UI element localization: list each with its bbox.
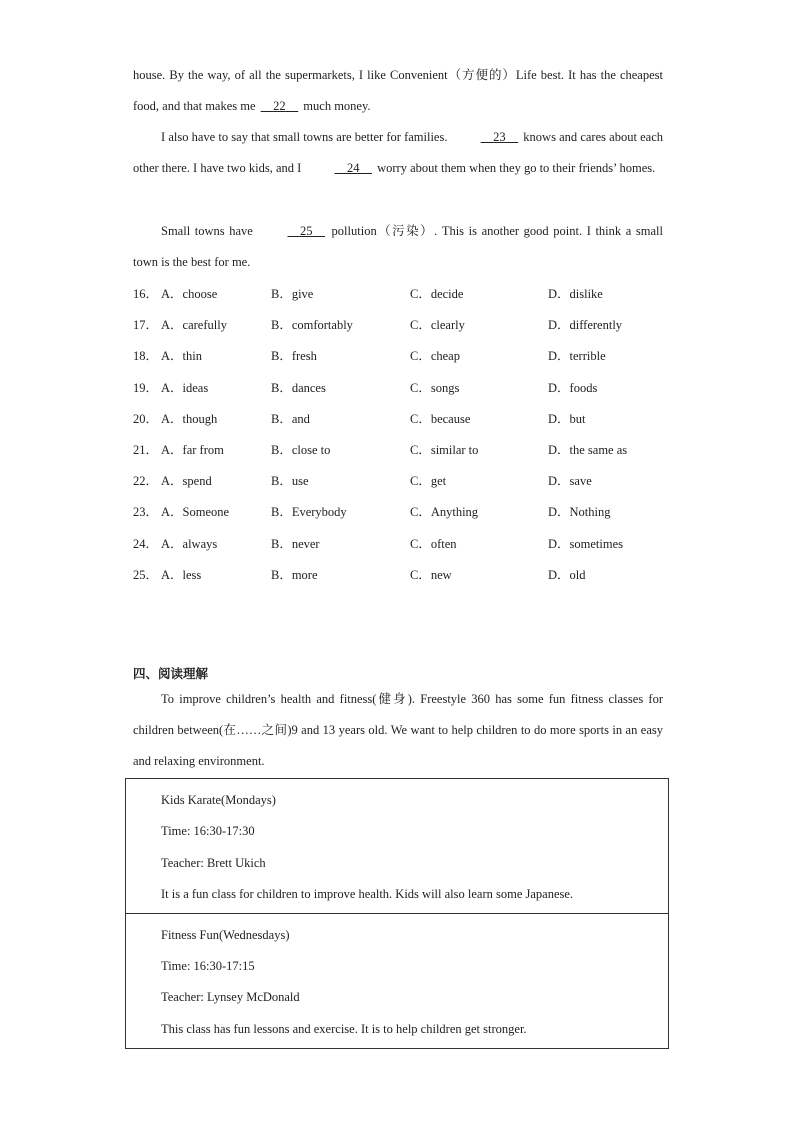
passage-text: house. By the way, of all the supermarkets, I like Convenient（方便的）Life best. It has the cheapest food, and that makes me <box>133 68 663 113</box>
option-d: D．sometimes <box>548 537 623 551</box>
class-teacher: Teacher: Lynsey McDonald <box>161 990 300 1004</box>
question-number: 19． <box>133 381 159 395</box>
option-c: C．because <box>410 412 471 426</box>
class-time: Time: 16:30-17:15 <box>161 959 255 973</box>
section-heading: 四、阅读理解 <box>133 666 209 681</box>
option-a: A．always <box>161 537 218 551</box>
option-d: D．the same as <box>548 443 628 457</box>
option-b: B．Everybody <box>271 505 347 519</box>
question-number: 22． <box>133 474 159 488</box>
option-c: C．songs <box>410 381 460 395</box>
blank-24: 24 <box>346 161 360 175</box>
option-c: C．decide <box>410 287 464 301</box>
option-d: D．but <box>548 412 586 426</box>
class-name: Kids Karate(Mondays) <box>161 793 276 807</box>
question-row <box>133 502 693 522</box>
option-d: D．differently <box>548 318 623 332</box>
class-time: Time: 16:30-17:30 <box>161 824 255 838</box>
question-number: 20． <box>133 412 159 426</box>
question-row <box>133 378 693 398</box>
question-row <box>133 346 693 366</box>
option-b: B．give <box>271 287 314 301</box>
class-info-box <box>125 913 669 1049</box>
class-info-box <box>125 778 669 914</box>
option-c: C．often <box>410 537 457 551</box>
option-a: A．carefully <box>161 318 227 332</box>
option-d: D．Nothing <box>548 505 611 519</box>
passage-text: knows and cares about each other there. I have two kids, and I <box>133 130 663 175</box>
option-a: A．less <box>161 568 202 582</box>
option-d: D．foods <box>548 381 598 395</box>
option-b: B．dances <box>271 381 326 395</box>
blank-23: 23 <box>493 130 506 144</box>
option-a: A．spend <box>161 474 212 488</box>
option-a: A．choose <box>161 287 218 301</box>
class-name: Fitness Fun(Wednesdays) <box>161 928 290 942</box>
option-c: C．similar to <box>410 443 479 457</box>
question-number: 17． <box>133 318 159 332</box>
option-a: A．far from <box>161 443 224 457</box>
question-row <box>133 471 693 491</box>
blank-25: 25 <box>299 224 313 238</box>
question-row <box>133 440 693 460</box>
question-row <box>133 409 693 429</box>
question-number: 16． <box>133 287 159 301</box>
passage-text: worry about them when they go to their friends’ homes. <box>373 161 656 175</box>
option-d: D．save <box>548 474 592 488</box>
option-b: B．never <box>271 537 320 551</box>
option-a: A．though <box>161 412 218 426</box>
question-number: 21． <box>133 443 159 457</box>
reading-intro: To improve children’s health and fitness(健身). Freestyle 360 has some fun fitness classes for children between(在……之间)9 and 13 years old. We want to help children to do more sports in an easy and relaxing environment. <box>133 692 663 768</box>
passage-text: pollution（污染）. This is another good point. I think a small town is the best for me. <box>133 224 663 269</box>
option-a: A．Someone <box>161 505 230 519</box>
blank-22: 22 <box>273 99 286 113</box>
question-row <box>133 315 693 335</box>
question-number: 18． <box>133 349 159 363</box>
option-a: A．thin <box>161 349 202 363</box>
question-number: 24． <box>133 537 159 551</box>
option-b: B．and <box>271 412 310 426</box>
option-d: D．old <box>548 568 586 582</box>
class-description: It is a fun class for children to improve health. Kids will also learn some Japanese. <box>161 887 574 901</box>
option-c: C．clearly <box>410 318 465 332</box>
option-c: C．get <box>410 474 447 488</box>
class-teacher: Teacher: Brett Ukich <box>161 856 266 870</box>
class-description: This class has fun lessons and exercise. It is to help children get stronger. <box>161 1022 527 1036</box>
passage-text: I also have to say that small towns are better for families. <box>161 130 451 144</box>
question-number: 25． <box>133 568 159 582</box>
question-row <box>133 284 693 304</box>
question-row <box>133 534 693 554</box>
option-b: B．comfortably <box>271 318 353 332</box>
passage-paragraph-1 <box>133 60 663 122</box>
passage-paragraph-2 <box>133 122 663 184</box>
option-c: C．Anything <box>410 505 479 519</box>
passage-text: much money. <box>300 99 371 113</box>
question-row <box>133 565 693 585</box>
option-d: D．dislike <box>548 287 603 301</box>
option-b: B．use <box>271 474 309 488</box>
option-c: C．cheap <box>410 349 460 363</box>
question-number: 23． <box>133 505 159 519</box>
option-c: C．new <box>410 568 452 582</box>
option-b: B．fresh <box>271 349 317 363</box>
option-a: A．ideas <box>161 381 209 395</box>
option-b: B．more <box>271 568 318 582</box>
passage-paragraph-3 <box>133 216 663 278</box>
option-d: D．terrible <box>548 349 606 363</box>
option-b: B．close to <box>271 443 331 457</box>
passage-text: Small towns have <box>161 224 258 238</box>
